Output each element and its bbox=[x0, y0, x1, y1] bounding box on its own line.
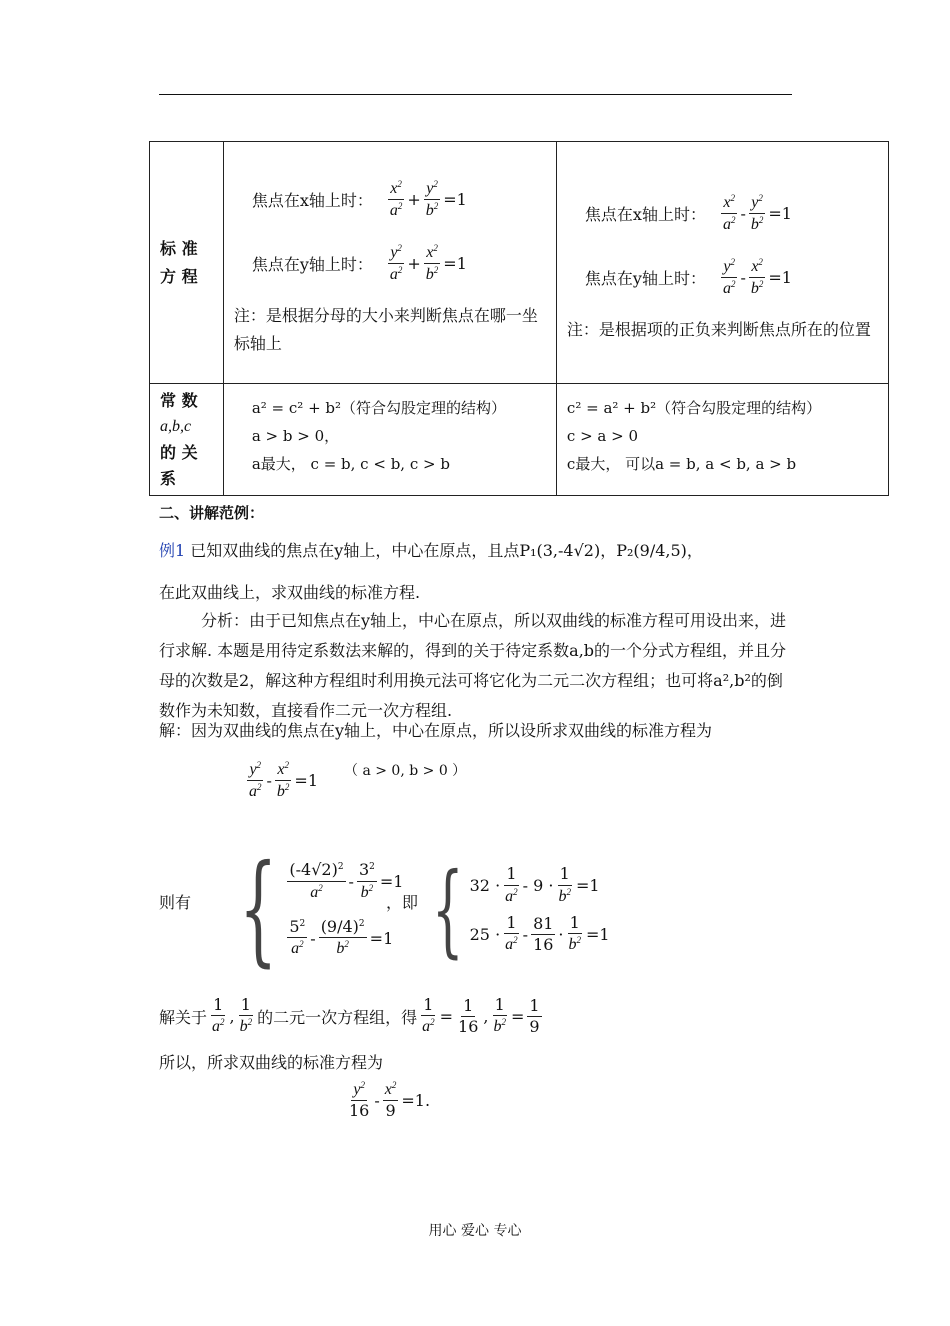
hyperbola-equation-cell bbox=[556, 142, 888, 384]
ellipse-equation-cell bbox=[223, 142, 556, 384]
hyperbola-relation-cell: c² = a² + b²（符合勾股定理的结构） c > a > 0 c最大， 可以a = b, a < b, a > b bbox=[556, 384, 888, 496]
section-title: 二、讲解范例： bbox=[159, 504, 265, 522]
ellipse-x-equation: 焦点在x轴上时： $x^2$ $a^2$ + $\frac{y^2}{b^2}$ =1 bbox=[251, 178, 467, 219]
ellipse-note: 注：是根据分母的大小来判断焦点在哪一坐标轴上 bbox=[233, 305, 538, 353]
ie-label: ，即 bbox=[386, 893, 419, 912]
left-brace-2: { bbox=[431, 851, 464, 968]
system-1-eq-1: $(-4√2)^2$ $a^2$ - $\frac{3^2}{b^2}$ =1 bbox=[289, 860, 404, 901]
hyperbola-note: 注：是根据项的正负来判断焦点所在的位置 bbox=[566, 319, 871, 339]
label-constants-relation: 常 数 a,b,c 的 关 系 bbox=[150, 384, 224, 496]
hyperbola-x-equation: 焦点在x轴上时： $x^2$ $a^2$ - $\frac{y^2}{b^2}$ =1 bbox=[584, 192, 792, 233]
solution-intro: 解：因为双曲线的焦点在y轴上，中心在原点，所以设所求双曲线的标准方程为 bbox=[159, 721, 713, 740]
then-label: 则有 bbox=[159, 893, 192, 912]
example-line-1: 已知双曲线的焦点在y轴上，中心在原点，且点P₁(3,-4√2)，P₂(9/4,5)， bbox=[190, 541, 703, 560]
final-equation: $y^2$ 16 - $\frac{x^2}{9}$ =1. bbox=[349, 1080, 431, 1121]
solve-line: 解关于 1 $a^2$ , 1 $b^2$ 的二元一次方程组，得 $\frac{1}{a^2}$ = $\frac{1}{16}$ , $\frac{1}{b^2}$ = $\frac{1}{9}$ bbox=[159, 995, 540, 1036]
comparison-table bbox=[149, 141, 889, 496]
assumed-equation: $y^2$ $a^2$ - $\frac{x^2}{b^2}$ =1 （ a > 0, b > 0 ） bbox=[244, 760, 466, 802]
system-1 bbox=[220, 830, 403, 990]
example-line-2: 在此双曲线上，求双曲线的标准方程. bbox=[159, 583, 421, 602]
header-rule bbox=[159, 94, 792, 95]
system-2-eq-2: 25 · 1 $a^2$ - 81 16 · $\frac{1}{b^2}$ =1 bbox=[469, 913, 610, 954]
ellipse-relation-cell: a² = c² + b²（符合勾股定理的结构） a > b > 0， a最大， c = b, c < b, c > b bbox=[223, 384, 556, 496]
ellipse-y-equation: 焦点在y轴上时： $y^2$ $a^2$ + $\frac{x^2}{b^2}$ =1 bbox=[251, 242, 467, 283]
system-1-eq-2: $5^2$ $a^2$ - $\frac{(9/4)^2}{b^2}$ =1 bbox=[289, 917, 394, 958]
system-2 bbox=[416, 846, 610, 974]
example-statement bbox=[159, 536, 799, 566]
label-standard-equation: 标 准 方 程 bbox=[150, 142, 224, 384]
analysis-paragraph: 分析：由于已知焦点在y轴上，中心在原点，所以双曲线的标准方程可用设出来，进行求解. 本题是用待定系数法来解的，得到的关于待定系数a,b的一个分式方程组，并且分母的次数是2，解这种方程组时利用换元法可将它化为二元二次方程组；也可将a²,b²的倒数作为未知数，直接看作二元一次方程组. bbox=[159, 611, 787, 720]
condition: （ a > 0, b > 0 ） bbox=[344, 762, 467, 779]
so-text: 所以，所求双曲线的标准方程为 bbox=[159, 1053, 384, 1072]
left-brace: { bbox=[239, 840, 278, 979]
footer: 用心 爱心 专心 bbox=[428, 1223, 522, 1239]
system-2-eq-1: 32 · 1 $a^2$ - 9 · $\frac{1}{b^2}$ =1 bbox=[469, 864, 600, 905]
hyperbola-y-equation: 焦点在y轴上时： $y^2$ $a^2$ - $\frac{x^2}{b^2}$ =1 bbox=[584, 256, 792, 297]
example-tag: 例1 bbox=[159, 541, 186, 560]
